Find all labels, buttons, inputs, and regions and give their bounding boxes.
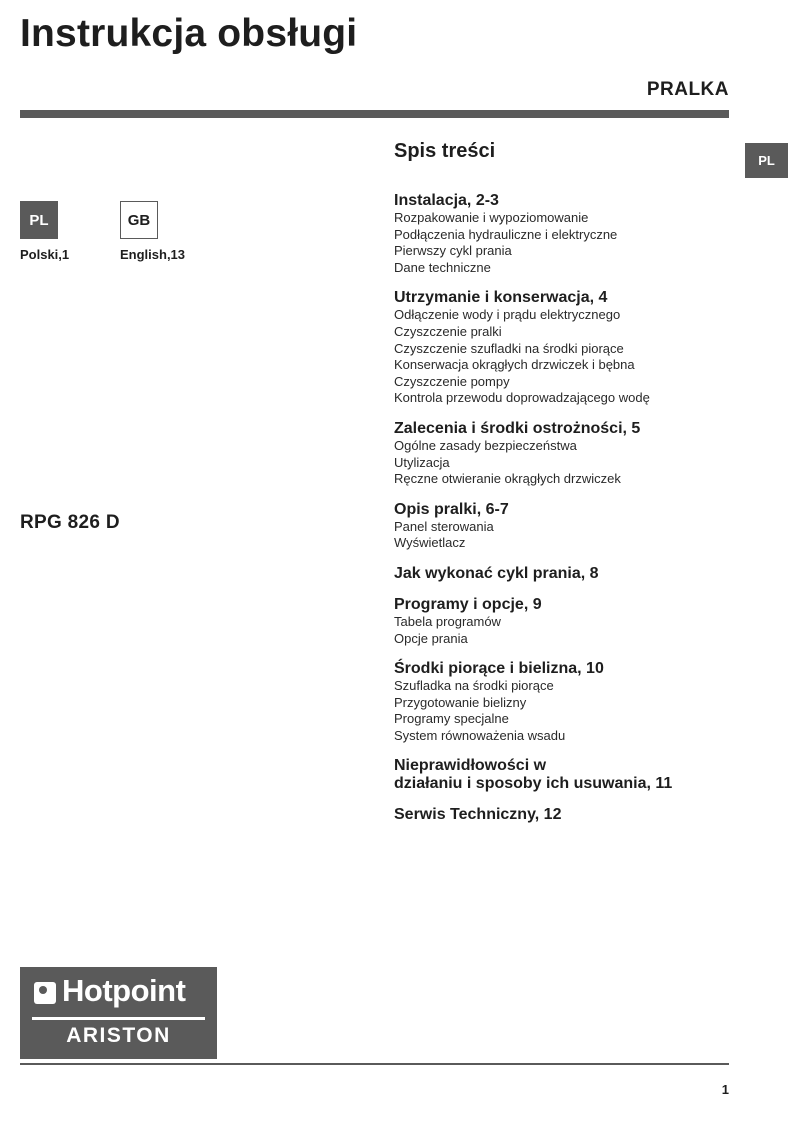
product-type: PRALKA — [646, 79, 729, 100]
table-of-contents — [394, 192, 724, 837]
toc-item: Ogólne zasady bezpieczeństwa — [394, 437, 577, 453]
toc-item: Czyszczenie pompy — [394, 373, 510, 389]
language-code-gb: GB — [120, 201, 158, 239]
language-label-pl: Polski,1 — [20, 247, 70, 262]
toc-item: Odłączenie wody i prądu elektrycznego — [394, 307, 621, 323]
toc-item: Szufladka na środki piorące — [394, 678, 554, 694]
toc-item: Opcje prania — [394, 630, 468, 646]
toc-section — [394, 192, 724, 276]
toc-item: Czyszczenie szufladki na środki piorące — [394, 340, 624, 356]
header-rule — [20, 110, 729, 118]
toc-item: Kontrola przewodu doprowadzającego wodę — [394, 390, 650, 406]
toc-section — [394, 501, 724, 552]
toc-section — [394, 289, 724, 407]
toc-item: Pierwszy cykl prania — [394, 243, 512, 259]
toc-item: Dane techniczne — [394, 259, 491, 275]
logo-divider — [32, 1017, 205, 1020]
toc-section-title: Nieprawidłowości w działaniu i sposoby ich usuwania, 11 — [394, 757, 673, 793]
language-pl — [20, 201, 100, 262]
toc-section — [394, 757, 724, 793]
toc-item: Podłączenia hydrauliczne i elektryczne — [394, 226, 618, 242]
toc-heading: Spis treści — [394, 140, 496, 162]
toc-section — [394, 660, 724, 744]
toc-item: Konserwacja okrągłych drzwiczek i bębna — [394, 357, 635, 373]
toc-section-title: Zalecenia i środki ostrożności, 5 — [394, 419, 641, 437]
toc-item: Wyświetlacz — [394, 535, 466, 551]
footer-rule — [20, 1063, 729, 1065]
hotpoint-logo-icon — [34, 982, 56, 1004]
toc-item: Przygotowanie bielizny — [394, 694, 527, 710]
toc-section-title: Utrzymanie i konserwacja, 4 — [394, 289, 608, 307]
toc-item: Programy specjalne — [394, 711, 509, 727]
brand-name-ariston: ARISTON — [66, 1024, 171, 1047]
toc-section — [394, 420, 724, 488]
toc-item: Utylizacja — [394, 454, 450, 470]
model-number: RPG 826 D — [20, 512, 120, 533]
toc-section-title: Instalacja, 2-3 — [394, 192, 499, 209]
toc-item: Rozpakowanie i wypoziomowanie — [394, 210, 589, 225]
toc-section-title: Opis pralki, 6-7 — [394, 500, 509, 518]
toc-item: Panel sterowania — [394, 518, 494, 534]
language-code-pl: PL — [20, 201, 58, 239]
toc-section-title: Serwis Techniczny, 12 — [394, 806, 562, 824]
toc-section — [394, 596, 724, 647]
toc-section-title: Jak wykonać cykl prania, 8 — [394, 564, 599, 582]
brand-name-hotpoint: Hotpoint — [62, 973, 186, 1008]
page-number: 1 — [721, 1082, 729, 1097]
toc-item: Tabela programów — [394, 613, 501, 629]
toc-section — [394, 565, 724, 583]
document-title: Instrukcja obsługi — [20, 12, 358, 55]
toc-section-title: Środki piorące i bielizna, 10 — [394, 660, 604, 678]
brand-logo — [20, 967, 217, 1059]
language-label-gb: English,13 — [120, 247, 186, 262]
language-gb — [120, 201, 200, 262]
toc-section — [394, 806, 724, 824]
toc-item: Ręczne otwieranie okrągłych drzwiczek — [394, 471, 621, 487]
toc-section-title: Programy i opcje, 9 — [394, 595, 542, 613]
toc-item: System równoważenia wsadu — [394, 727, 566, 743]
language-side-tab: PL — [745, 143, 788, 178]
toc-item: Czyszczenie pralki — [394, 323, 502, 339]
